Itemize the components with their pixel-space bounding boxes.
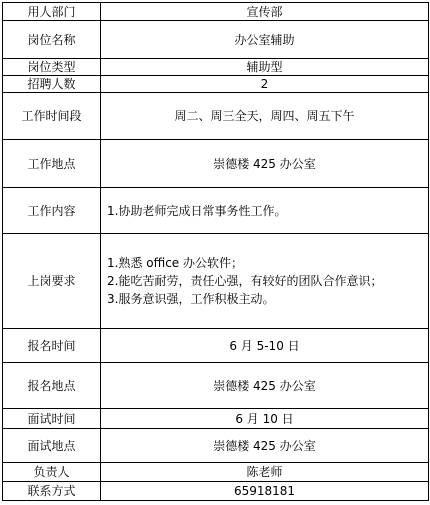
label-headcount: 招聘人数 [3,76,101,93]
row-requirements [3,234,429,329]
row-interview-time [3,409,429,429]
value-work-hours: 周二、周三全天，周四、周五下午 [101,93,429,140]
value-contact-person: 陈老师 [101,463,429,482]
value-job-content: 1.协助老师完成日常事务性工作。 [101,188,429,234]
requirement-item: 2.能吃苦耐劳，责任心强，有较好的团队合作意识； [107,274,383,288]
row-contact-info [3,482,429,501]
label-work-location: 工作地点 [3,140,101,188]
label-job-content: 工作内容 [3,188,101,234]
label-position-name: 岗位名称 [3,21,101,59]
value-signup-location: 崇德楼 425 办公室 [101,363,429,409]
label-contact-info: 联系方式 [3,482,101,501]
value-interview-location: 崇德楼 425 办公室 [101,429,429,463]
label-work-hours: 工作时间段 [3,93,101,140]
row-interview-location [3,429,429,463]
value-position-name: 办公室辅助 [101,21,429,59]
value-position-type: 辅助型 [101,59,429,76]
row-work-location [3,140,429,188]
row-signup-location [3,363,429,409]
row-department [3,3,429,21]
label-department: 用人部门 [3,3,101,21]
row-position-name [3,21,429,59]
value-contact-info: 65918181 [101,482,429,501]
job-posting-table [2,2,429,501]
row-headcount [3,76,429,93]
label-interview-time: 面试时间 [3,409,101,429]
value-signup-time: 6 月 5-10 日 [101,329,429,363]
value-department: 宣传部 [101,3,429,21]
requirement-item: 3.服务意识强，工作积极主动。 [107,292,275,306]
label-contact-person: 负责人 [3,463,101,482]
label-signup-location: 报名地点 [3,363,101,409]
requirement-item: 1.熟悉 office 办公软件； [107,256,244,270]
value-interview-time: 6 月 10 日 [101,409,429,429]
value-headcount: 2 [101,76,429,93]
label-interview-location: 面试地点 [3,429,101,463]
label-signup-time: 报名时间 [3,329,101,363]
label-position-type: 岗位类型 [3,59,101,76]
row-signup-time [3,329,429,363]
row-position-type [3,59,429,76]
row-contact-person [3,463,429,482]
row-work-hours [3,93,429,140]
value-work-location: 崇德楼 425 办公室 [101,140,429,188]
label-requirements: 上岗要求 [3,234,101,329]
value-requirements [101,234,429,329]
row-job-content [3,188,429,234]
